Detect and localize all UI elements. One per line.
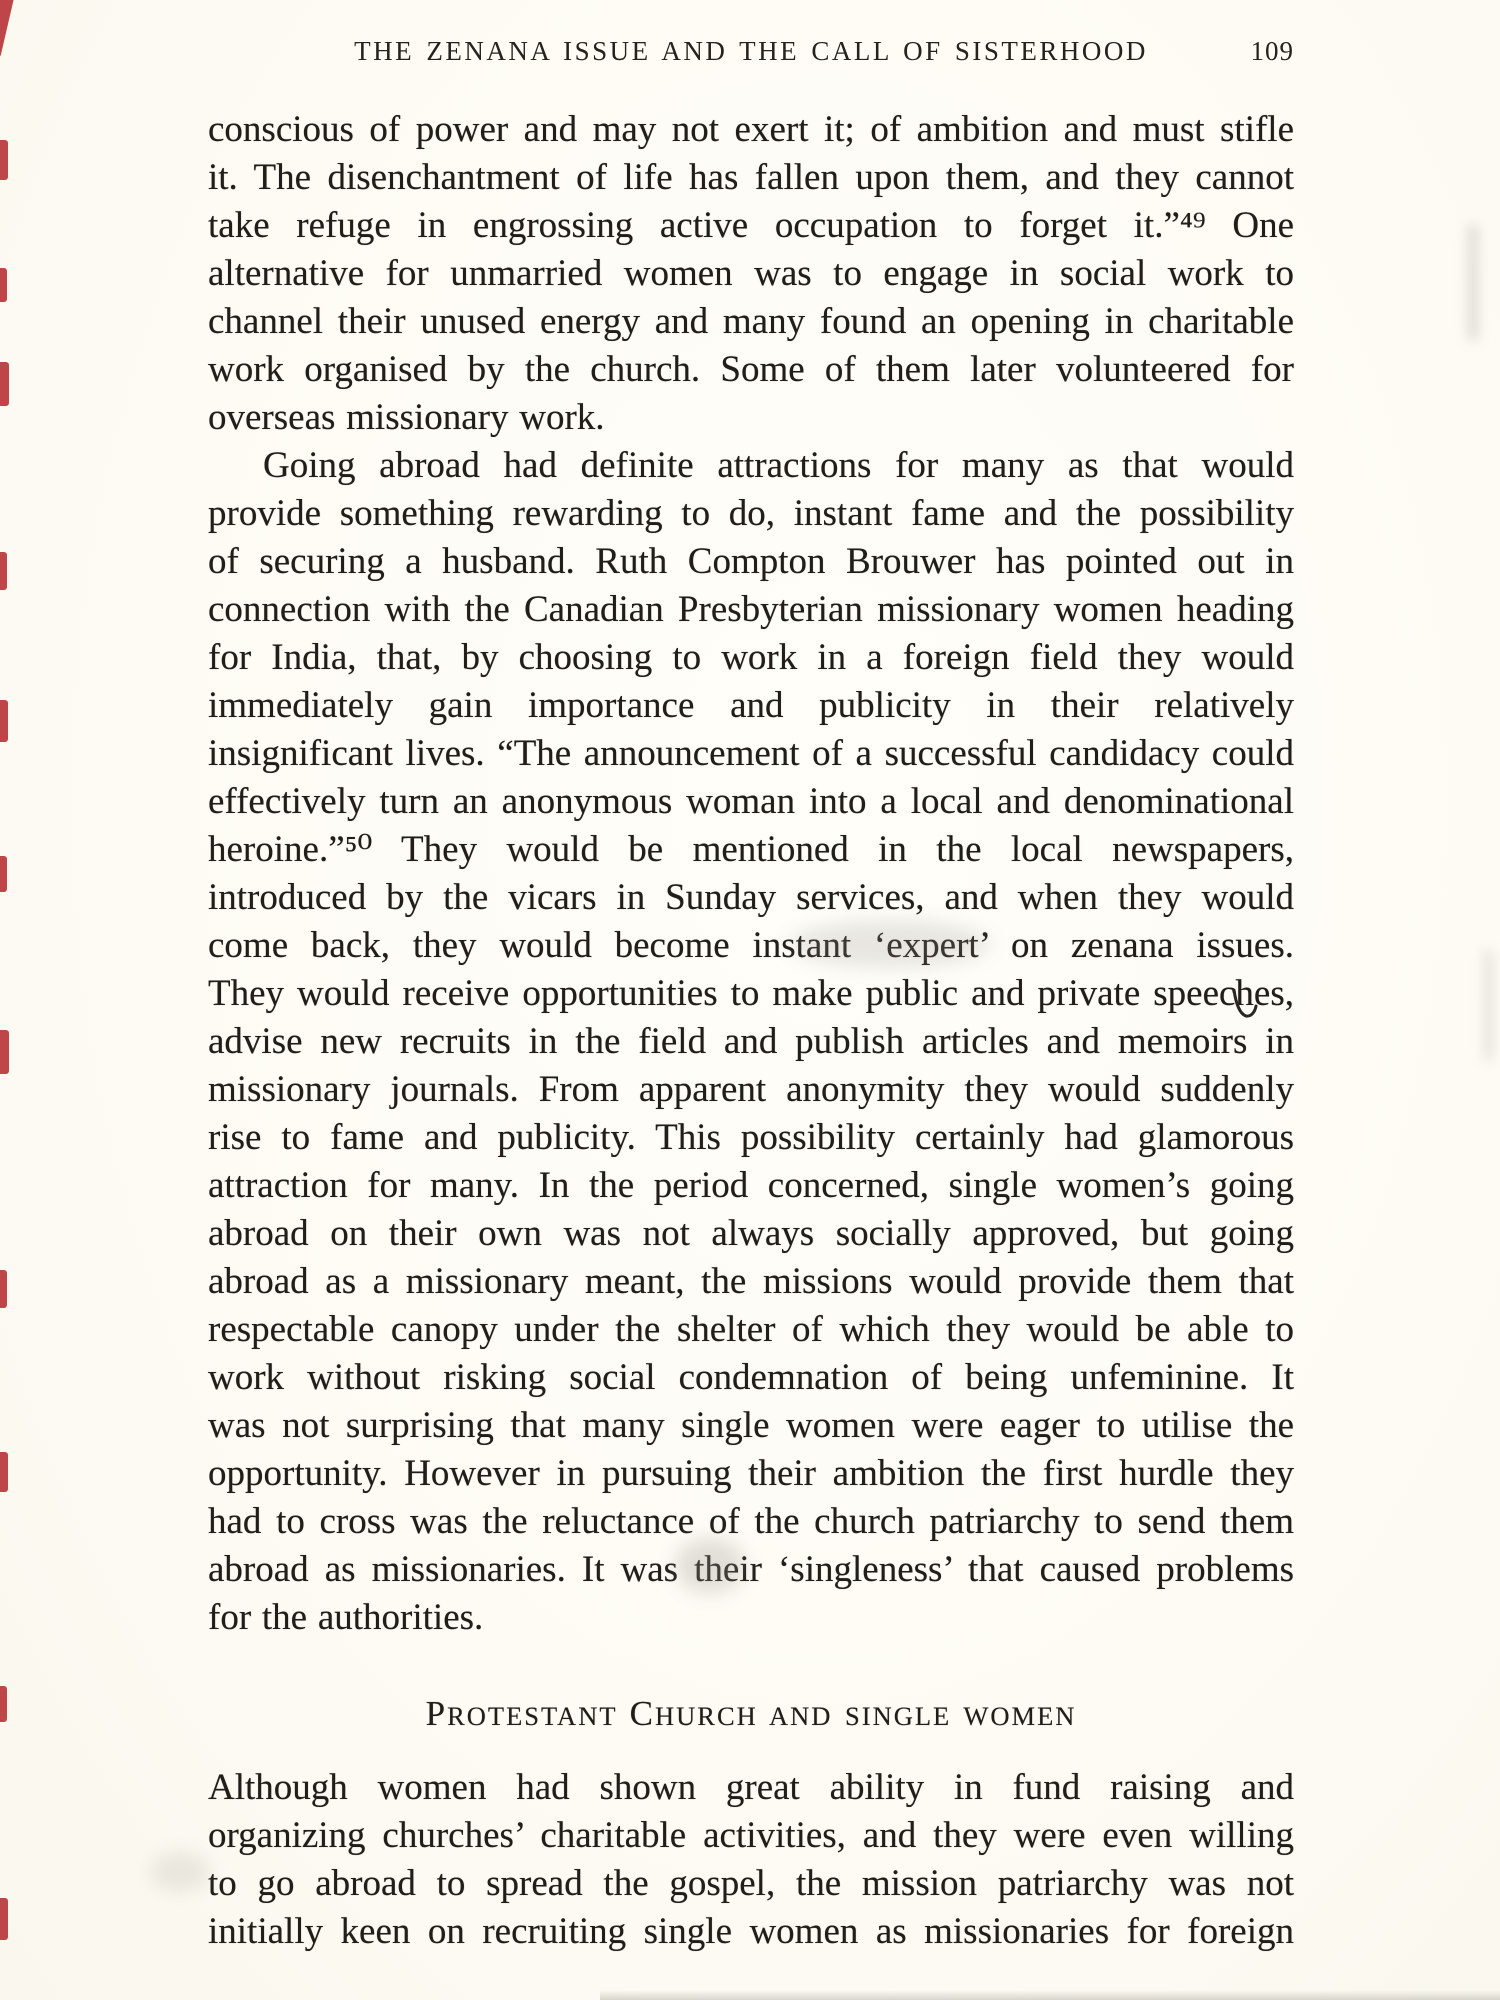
heading-text: HURCH bbox=[655, 1701, 769, 1731]
text-line: of securing a husband. Ruth Compton Brouwer has pointed out in bbox=[208, 541, 1294, 582]
text-line: effectively turn an anonymous woman into a local and denominational bbox=[208, 781, 1294, 822]
text-line: take refuge in engrossing active occupation to forget it.”⁴⁹ One bbox=[208, 205, 1294, 246]
text-line: channel their unused energy and many found an opening in charitable bbox=[208, 301, 1294, 342]
text-line: connection with the Canadian Presbyterian missionary women heading bbox=[208, 589, 1294, 630]
red-edge-mark bbox=[0, 700, 8, 742]
heading-text: AND SINGLE WOMEN bbox=[768, 1701, 1077, 1731]
text-line: provide something rewarding to do, instant fame and the possibility bbox=[208, 493, 1294, 534]
text-line: rise to fame and publicity. This possibility certainly had glamorous bbox=[208, 1117, 1294, 1158]
section-heading bbox=[208, 1686, 1294, 1742]
running-header bbox=[208, 28, 1294, 74]
scan-smudge bbox=[675, 1538, 745, 1593]
paragraph-2 bbox=[208, 442, 1294, 1642]
paragraph-3 bbox=[208, 1764, 1294, 1956]
text-line: alternative for unmarried women was to engage in social work to bbox=[208, 253, 1294, 294]
red-edge-mark bbox=[0, 0, 15, 58]
red-edge-mark bbox=[0, 1898, 8, 1940]
text-line: come back, they would become instant ‘expert’ on zenana issues. bbox=[208, 925, 1294, 966]
text-line: advise new recruits in the field and publish articles and memoirs in bbox=[208, 1021, 1294, 1062]
text-line: overseas missionary work. bbox=[208, 397, 605, 438]
text-line: abroad on their own was not always socially approved, but going bbox=[208, 1213, 1294, 1254]
text-line: opportunity. However in pursuing their ambition the first hurdle they bbox=[208, 1453, 1294, 1494]
chapter-title: THE ZENANA ISSUE AND THE CALL OF SISTERHOOD bbox=[354, 36, 1148, 66]
text-line: Going abroad had definite attractions for many as that would bbox=[263, 445, 1294, 486]
red-edge-mark bbox=[0, 552, 7, 590]
text-line: abroad as a missionary meant, the missions would provide them that bbox=[208, 1261, 1294, 1302]
red-edge-mark bbox=[0, 1452, 8, 1492]
red-edge-mark bbox=[0, 1686, 7, 1722]
text-line: to go abroad to spread the gospel, the mission patriarchy was not bbox=[208, 1863, 1294, 1904]
text-line: it. The disenchantment of life has fallen upon them, and they cannot bbox=[208, 157, 1294, 198]
heading-text: ROTESTANT bbox=[447, 1701, 630, 1731]
page-number: 109 bbox=[1250, 36, 1294, 66]
text-line: work without risking social condemnation of being unfeminine. It bbox=[208, 1357, 1294, 1398]
scan-streak bbox=[1468, 225, 1478, 340]
red-edge-mark bbox=[0, 856, 7, 892]
text-line: They would receive opportunities to make public and private speeches, bbox=[208, 973, 1294, 1014]
text-line: insignificant lives. “The announcement of a successful candidacy could bbox=[208, 733, 1294, 774]
text-line: attraction for many. In the period concerned, single women’s going bbox=[208, 1165, 1294, 1206]
text-line: for the authorities. bbox=[208, 1597, 484, 1638]
scan-smudge bbox=[150, 1852, 210, 1892]
text-column bbox=[208, 106, 1294, 1956]
scan-streak bbox=[1484, 950, 1493, 1060]
text-line: Although women had shown great ability in fund raising and bbox=[208, 1767, 1294, 1808]
page-bottom-shadow bbox=[600, 1990, 1500, 2000]
text-line: initially keen on recruiting single women as missionaries for foreign bbox=[208, 1911, 1294, 1952]
text-line: conscious of power and may not exert it; of ambition and must stifle bbox=[208, 109, 1294, 150]
text-line: immediately gain importance and publicity in their relatively bbox=[208, 685, 1294, 726]
red-edge-mark bbox=[0, 1030, 9, 1074]
text-line: for India, that, by choosing to work in a foreign field they would bbox=[208, 637, 1294, 678]
text-line: was not surprising that many single women were eager to utilise the bbox=[208, 1405, 1294, 1446]
paragraph-1 bbox=[208, 106, 1294, 442]
text-line: introduced by the vicars in Sunday services, and when they would bbox=[208, 877, 1294, 918]
text-line: heroine.”⁵⁰ They would be mentioned in the local newspapers, bbox=[208, 829, 1294, 870]
red-edge-mark bbox=[0, 362, 9, 406]
text-line: respectable canopy under the shelter of which they would be able to bbox=[208, 1309, 1294, 1350]
text-line: missionary journals. From apparent anonymity they would suddenly bbox=[208, 1069, 1294, 1110]
red-edge-mark bbox=[0, 140, 8, 180]
text-line: had to cross was the reluctance of the church patriarchy to send them bbox=[208, 1501, 1294, 1542]
heading-initial: P bbox=[425, 1694, 448, 1733]
text-line: organizing churches’ charitable activities, and they were even willing bbox=[208, 1815, 1294, 1856]
pen-tick-mark bbox=[1230, 988, 1260, 1022]
text-line: abroad as missionaries. It was their ‘singleness’ that caused problems bbox=[208, 1549, 1294, 1590]
red-edge-mark bbox=[0, 1270, 7, 1308]
scan-smudge bbox=[790, 920, 990, 968]
text-line: work organised by the church. Some of them later volunteered for bbox=[208, 349, 1294, 390]
heading-initial: C bbox=[629, 1694, 656, 1733]
red-edge-mark bbox=[0, 268, 7, 302]
